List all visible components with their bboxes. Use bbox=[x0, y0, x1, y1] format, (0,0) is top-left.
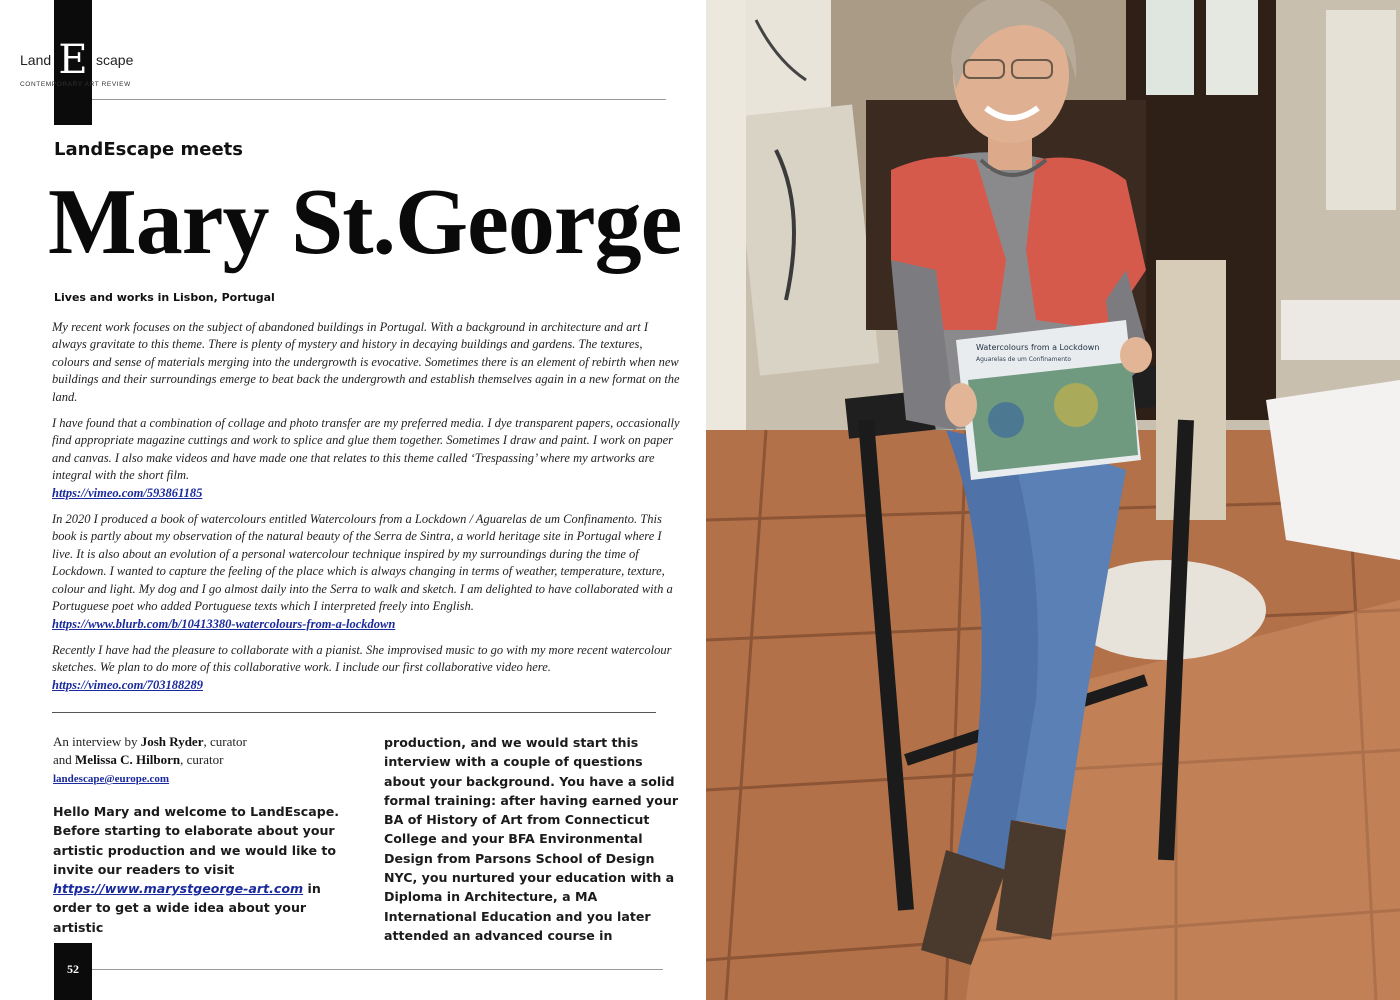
paragraph-text: I have found that a combination of collage and photo transfer are my preferred media. I dye transparent papers, occasionally find appropriate magazine cuttings and work to splice and glue them together. Sometimes I draw and paint. I work on paper and canvas. I also make videos and have made one that relates to this theme called ‘Trespassing’ where my artworks are integral with the short film. bbox=[52, 416, 680, 483]
question-text: in order to get a wide idea about your artistic bbox=[53, 881, 321, 935]
section-divider bbox=[52, 712, 656, 713]
interview-column-right bbox=[384, 733, 684, 945]
header-divider bbox=[92, 99, 666, 100]
interviewer-name: Josh Ryder bbox=[140, 734, 204, 749]
paragraph-text: In 2020 I produced a book of watercolours entitled Watercolours from a Lockdown / Aguarelas de um Confinamento. This book is partly about my observation of the natural beauty of the Serra de Sintra, a world heritage site in Portugal where I live. It is also about an evolution of a personal watercolour technique inspired by my surroundings during the time of Lockdown. I wanted to capture the feeling of the place which is always changing in terms of weather, temperature, texture, colour and light. My dog and I go almost daily into the Serra to walk and sketch. I am delighted to have collaborated with a Portuguese poet who added Portuguese texts which I interpreted freely into English. bbox=[52, 512, 673, 614]
credit-and: and bbox=[53, 752, 76, 767]
statement-paragraph bbox=[52, 319, 682, 406]
door-window bbox=[1206, 0, 1258, 95]
side-table bbox=[1266, 380, 1400, 560]
collaboration-video-link[interactable]: https://vimeo.com/703188289 bbox=[52, 677, 204, 692]
interview-column-left bbox=[53, 802, 343, 937]
logo-letter: E bbox=[58, 37, 88, 83]
stacked-papers bbox=[1281, 300, 1400, 360]
question-text: production, and we would start this interview with a couple of questions about your background. You have a solid formal training: after having earned your BA of History of Art from Connecticut College and your BFA Environmental Design from Parsons School of Design NYC, you nurtured your education with a Diploma in Architecture, a MA International Education and you later attended an advanced course in bbox=[384, 735, 679, 943]
logo-right-text: scape bbox=[96, 52, 134, 68]
footer-divider bbox=[92, 969, 663, 970]
trespassing-video-link[interactable]: https://vimeo.com/593861185 bbox=[52, 485, 203, 500]
book-link[interactable]: https://www.blurb.com/b/10413380-watercolours-from-a-lockdown bbox=[52, 616, 396, 631]
interviewer-role: , curator bbox=[180, 752, 224, 767]
artist-statement bbox=[52, 319, 682, 703]
interview-credit bbox=[53, 733, 353, 769]
book-title: Watercolours from a Lockdown bbox=[976, 343, 1100, 352]
interviewer-role: , curator bbox=[203, 734, 247, 749]
artist-portrait-illustration bbox=[706, 0, 1400, 1000]
artist-name: Mary St.George bbox=[48, 170, 682, 274]
statement-paragraph bbox=[52, 642, 682, 694]
artist-website-link[interactable]: https://www.marystgeorge-art.com bbox=[53, 881, 304, 897]
interviewer-name: Melissa C. Hilborn bbox=[75, 752, 181, 767]
hand bbox=[945, 383, 977, 427]
page-number: 52 bbox=[67, 962, 79, 976]
hand bbox=[1120, 337, 1152, 373]
book-subtitle: Aguarelas de um Confinamento bbox=[976, 356, 1072, 363]
article-kicker: LandEscape meets bbox=[54, 139, 243, 160]
wall-sketch bbox=[1326, 10, 1396, 210]
paragraph-text: Recently I have had the pleasure to collaborate with a pianist. She improvised music to go with my more recent watercolour sketches. We plan to do more of this collaborative work. I include our first collaborative video here. bbox=[52, 642, 672, 675]
question-text: Hello Mary and welcome to LandEscape. Before starting to elaborate about your artistic production and we would like to invite our readers to visit bbox=[53, 804, 340, 877]
credit-prefix: An interview by bbox=[53, 734, 141, 749]
window-light bbox=[706, 0, 746, 470]
book-paint-splash bbox=[988, 402, 1024, 438]
artist-photo bbox=[706, 0, 1400, 1000]
statement-paragraph bbox=[52, 511, 682, 633]
book-paint-splash bbox=[1054, 383, 1098, 427]
logo-subtitle: CONTEMPORARY ART REVIEW bbox=[20, 81, 131, 88]
statement-paragraph bbox=[52, 415, 682, 502]
contact-email-link[interactable]: landescape@europe.com bbox=[53, 773, 170, 785]
artist-location: Lives and works in Lisbon, Portugal bbox=[54, 291, 275, 304]
door-window bbox=[1146, 0, 1194, 95]
paragraph-text: My recent work focuses on the subject of abandoned buildings in Portugal. With a background in architecture and art I always gravitate to this theme. There is plenty of mystery and history in decaying buildings and gardens. The textures, colours and sense of materials merging into the undergrowth is evocative. Sometimes there is an element of rebirth when new buildings and their surroundings emerge to beat back the undergrowth and establish themselves again in a new format on the land. bbox=[52, 320, 680, 404]
logo-left-text: Land bbox=[20, 52, 52, 68]
